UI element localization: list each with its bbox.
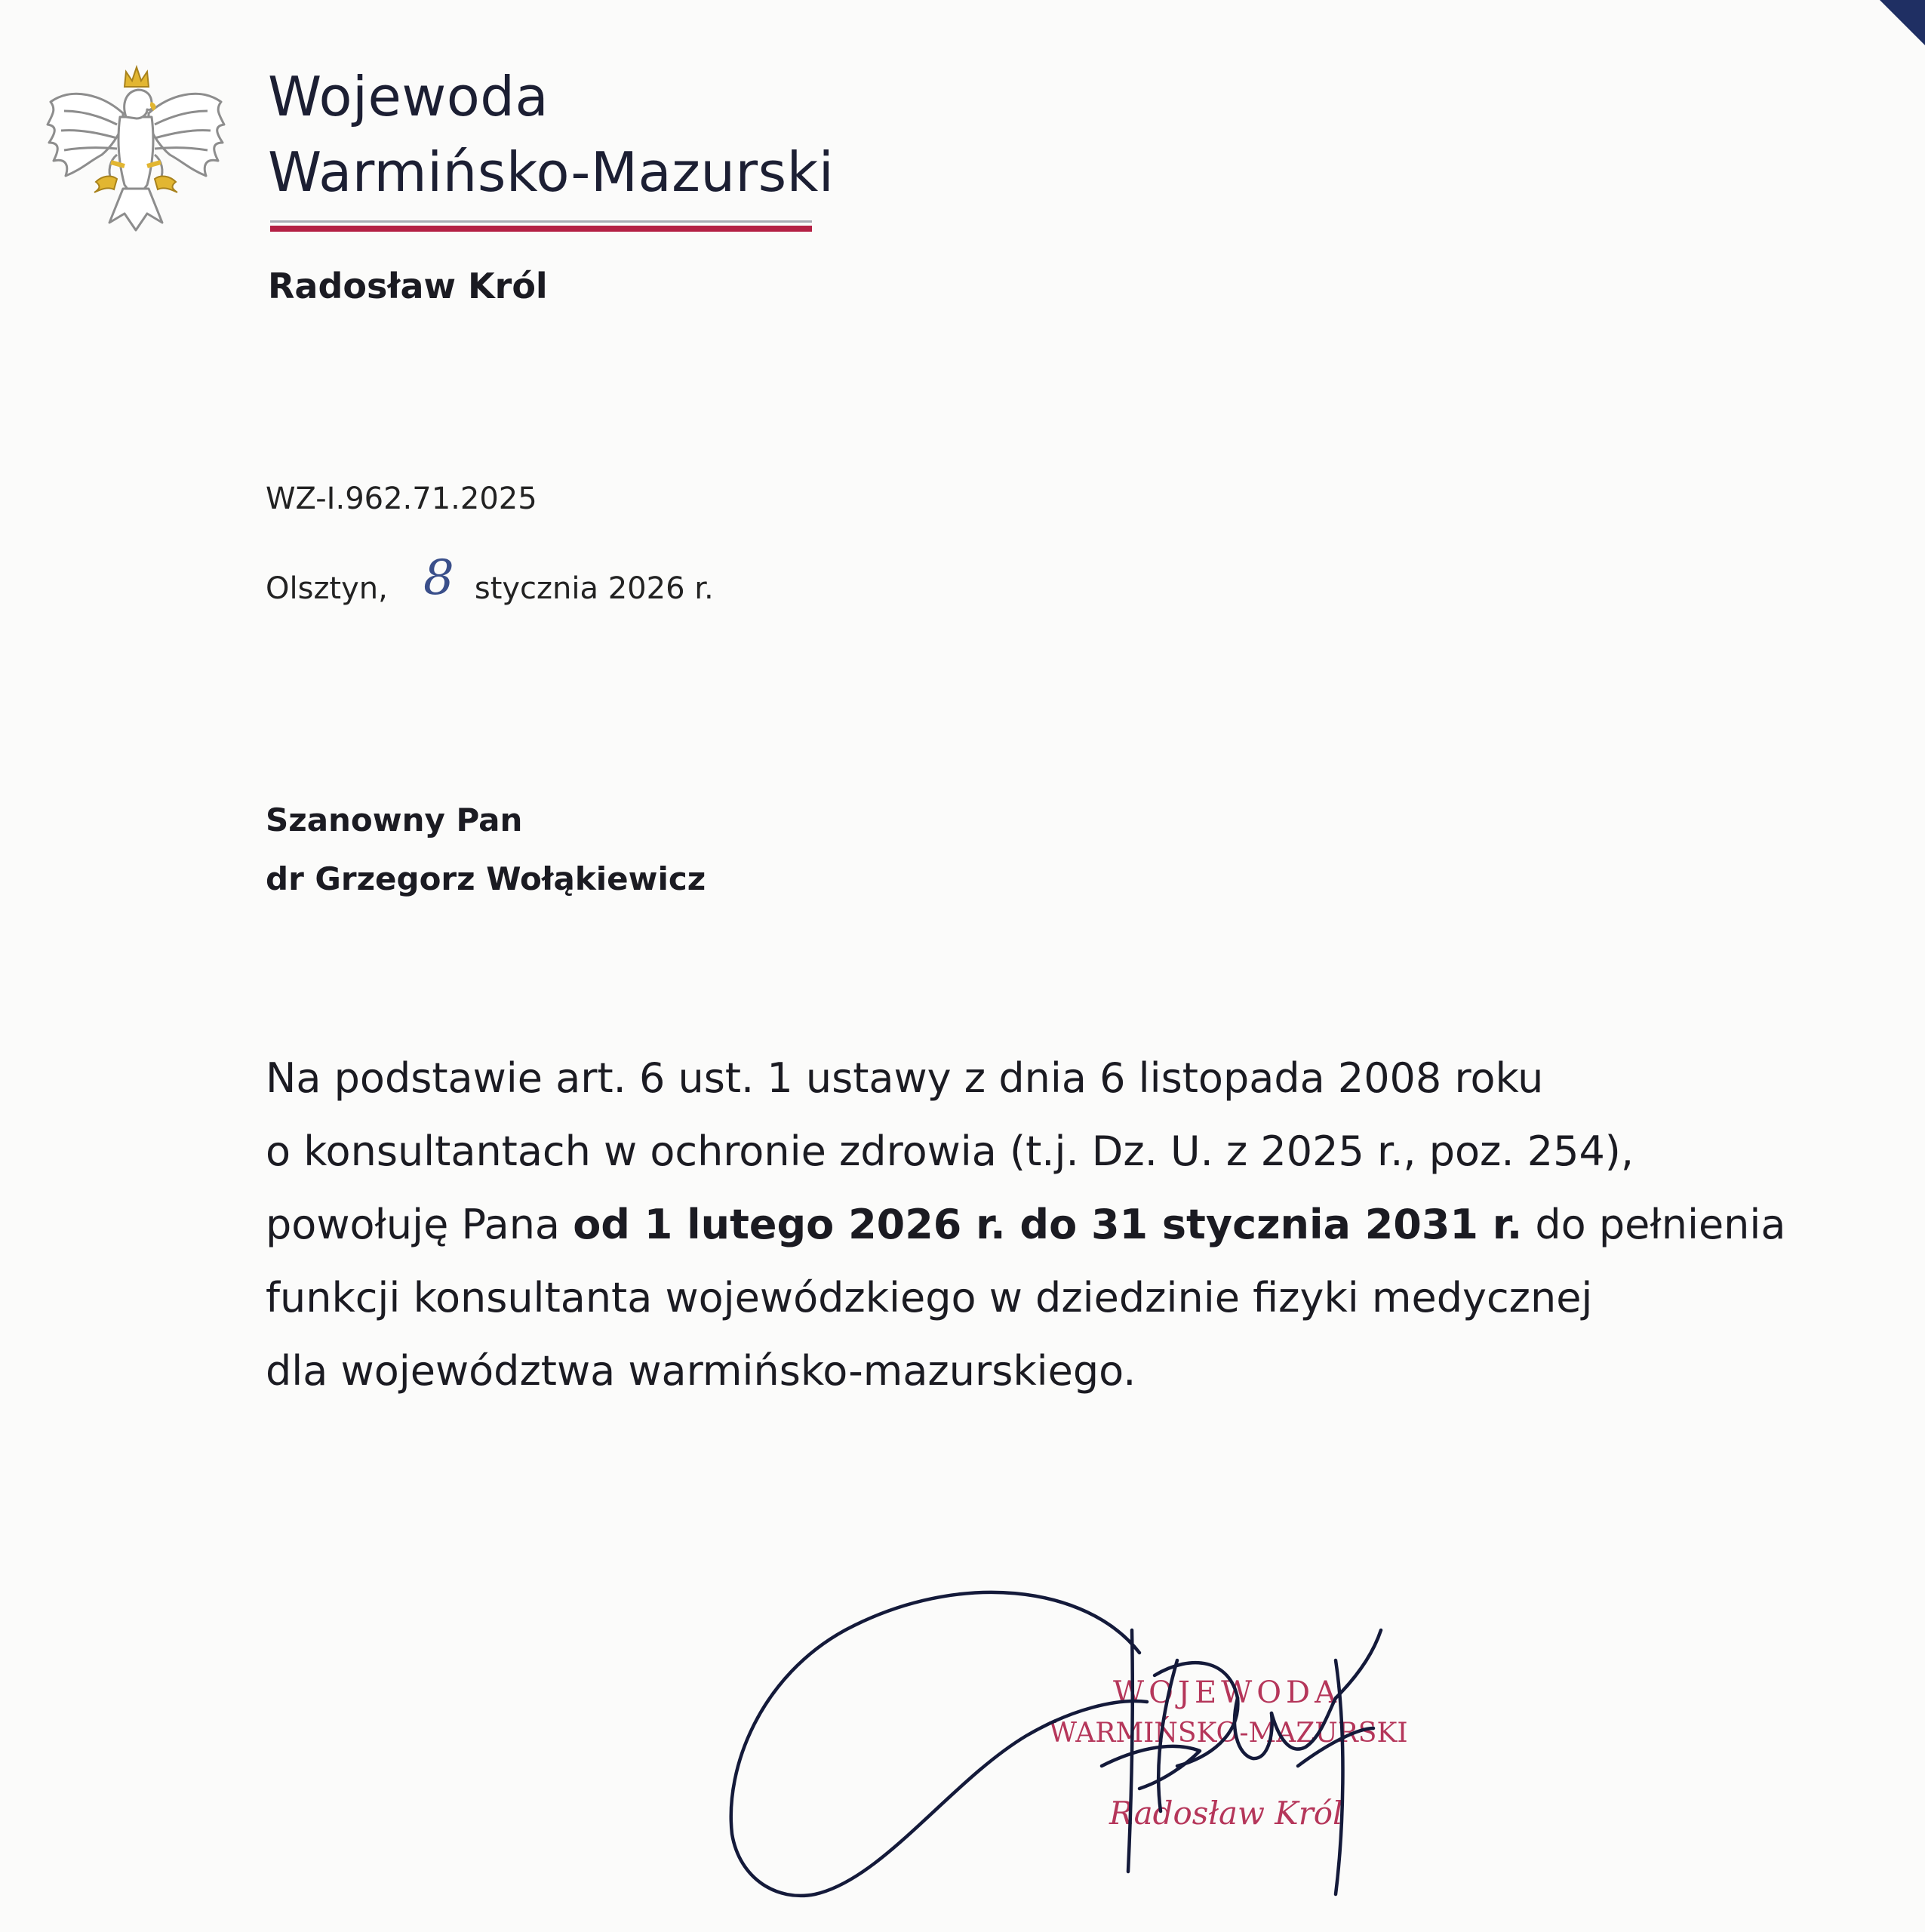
title-line-2: Warmińsko-Mazurski — [268, 140, 835, 204]
salutation: Szanowny Pan — [266, 801, 523, 838]
body-line-3-post: do pełnienia — [1522, 1201, 1786, 1248]
recipient-block — [266, 791, 706, 909]
body-line-3 — [266, 1188, 1813, 1261]
body-line-3-pre: powołuję Pana — [266, 1201, 574, 1248]
body-line-5: dla województwa warmińsko-mazurskiego. — [266, 1347, 1136, 1395]
white-eagle-emblem-icon — [42, 42, 230, 238]
reference-number: WZ-I.962.71.2025 — [266, 481, 537, 516]
body-line-1: Na podstawie art. 6 ust. 1 ustawy z dnia 6 listopada 2008 roku — [266, 1054, 1544, 1102]
city: Olsztyn, — [266, 571, 388, 606]
signature-icon — [709, 1540, 1464, 1932]
handwritten-day: 8 — [423, 550, 454, 606]
body-line-2: o konsultantach w ochronie zdrowia (t.j. Dz. U. z 2025 r., poz. 254), — [266, 1128, 1634, 1175]
body-line-4: funkcji konsultanta wojewódzkiego w dziedzinie fizyki medycznej — [266, 1274, 1593, 1321]
letter-body — [266, 1041, 1813, 1407]
month-year: stycznia 2026 r. — [474, 571, 714, 606]
stamp-line-2: WARMIŃSKO-MAZURSKI — [1049, 1718, 1408, 1749]
recipient-name: dr Grzegorz Wołąkiewicz — [266, 860, 706, 897]
stamp-line-1: WOJEWODA — [1113, 1675, 1342, 1710]
appointment-period: od 1 lutego 2026 r. do 31 stycznia 2031 r. — [573, 1201, 1523, 1248]
flag-divider — [270, 220, 812, 232]
corner-ribbon — [1857, 0, 1925, 68]
stamp-line-3: Radosław Król — [1109, 1795, 1343, 1832]
letterhead-title — [268, 59, 834, 210]
official-name: Radosław Król — [268, 266, 548, 306]
title-line-1: Wojewoda — [268, 65, 549, 128]
date-line — [266, 550, 714, 611]
